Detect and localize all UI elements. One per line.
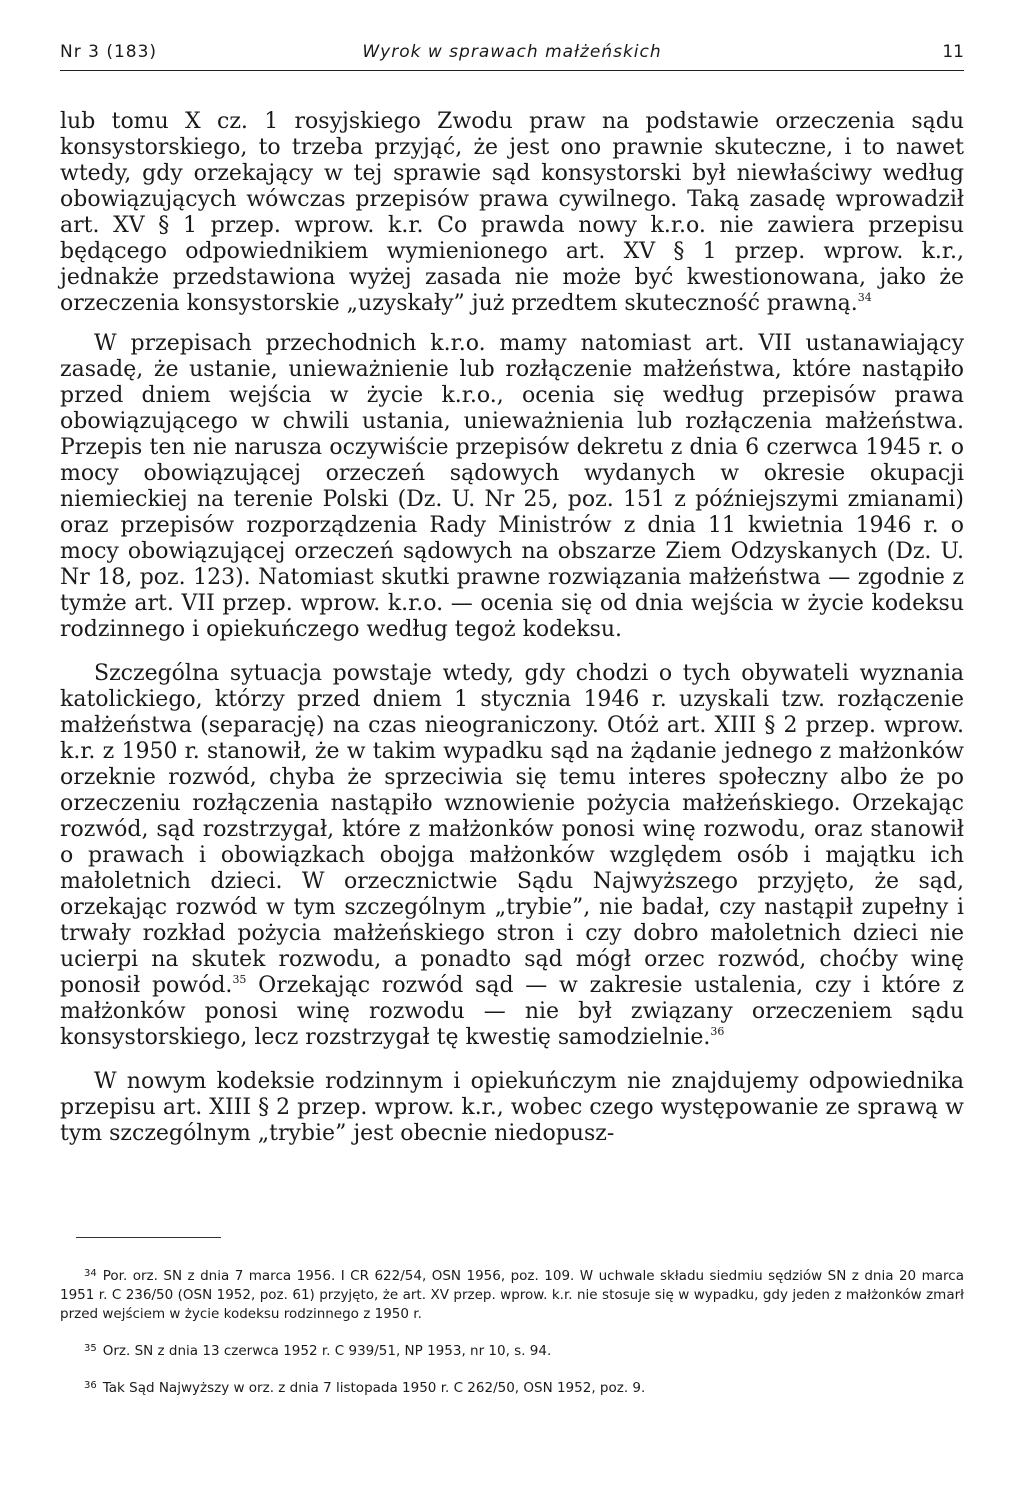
paragraph-3-text-a: Szczególna sytuacja powstaje wtedy, gdy chodzi o tych obywateli wyznania katolickiego, którzy przed dniem 1 stycznia 1946 r. uzyskali tzw. rozłączenie małżeństwa (separację) na czas nieograniczony. Otóż art. XIII § 2 przep. wprow. k.r. z 1950 r. stanowił, że w takim wypadku sąd na żądanie jednego z małżonków orzeknie rozwód, chyba że sprzeciwia się temu interes społeczny albo że po orzeczeniu rozłączenia nastąpiło wznowienie pożycia małżeńskiego. Orzekając rozwód, sąd rozstrzygał, które z małżonków ponosi winę rozwodu, oraz stanowił o prawach i obowiązkach obojga małżonków względem osób i majątku ich małoletnich dzieci. W orzecznictwie Sądu Najwyższego przyjęto, że sąd, orzekając rozwód w tym szczególnym „trybie”, nie badał, czy nastąpił zupełny i trwały rozkład pożycia małżeńskiego stron i czy dobro małoletnich dzieci nie ucierpi na skutek rozwodu, a ponadto sąd mógł orzec rozwód, choćby winę ponosił powód.: [60, 661, 964, 998]
footnote-34: [60, 1264, 964, 1324]
footnote-ref-36[interactable]: 36: [710, 1025, 725, 1038]
footnote-text: Tak Sąd Najwyższy w orz. z dnia 7 listopada 1950 r. C 262/50, OSN 1952, poz. 9.: [102, 1380, 646, 1396]
footnote-number: 34: [84, 1268, 97, 1279]
paragraph-3-text-b: Orzekając rozwód sąd — w zakresie ustalenia, czy i które z małżonków ponosi winę rozwodu — nie był związany orzeczeniem sądu konsystorskiego, lecz rozstrzygał tę kwestię samodzielnie.: [60, 973, 964, 1050]
main-text: [60, 109, 964, 1147]
footnote-36: [60, 1376, 964, 1398]
paragraph-2: W przepisach przechodnich k.r.o. mamy natomiast art. VII ustanawiający zasadę, że ustanie, unieważnienie lub rozłączenie małżeństwa, które nastąpiło przed dniem wejścia w życie k.r.o., ocenia się według przepisów prawa obowiązującego w chwili ustania, unieważnienia lub rozłączenia małżeństwa. Przepis ten nie narusza oczywiście przepisów dekretu z dnia 6 czerwca 1945 r. o mocy obowiązującej orzeczeń sądowych wydanych w okresie okupacji niemieckiej na terenie Polski (Dz. U. Nr 25, poz. 151 z późniejszymi zmianami) oraz przepisów rozporządzenia Rady Ministrów z dnia 11 kwietnia 1946 r. o mocy obowiązującej orzeczeń sądowych na obszarze Ziem Odzyskanych (Dz. U. Nr 18, poz. 123). Natomiast skutki prawne rozwiązania małżeństwa — zgodnie z tymże art. VII przep. wprow. k.r.o. — ocenia się od dnia wejścia w życie kodeksu rodzinnego i opiekuńczego według tegoż kodeksu.: [60, 331, 964, 642]
footnote-number: 36: [84, 1380, 97, 1391]
footnote-ref-35[interactable]: 35: [232, 973, 247, 986]
footnotes: [60, 1264, 964, 1398]
footnote-number: 35: [84, 1343, 97, 1354]
running-title: Wyrok w sprawach małżeńskich: [362, 42, 662, 62]
issue-number: Nr 3 (183): [60, 42, 158, 62]
footnote-text: Orz. SN z dnia 13 czerwca 1952 r. C 939/51, NP 1953, nr 10, s. 94.: [102, 1343, 552, 1359]
paragraph-3: [60, 661, 964, 1051]
footnote-text: Por. orz. SN z dnia 7 marca 1956. I CR 622/54, OSN 1956, poz. 109. W uchwale składu siedmiu sędziów SN z dnia 20 marca 1951 r. C 236/50 (OSN 1952, poz. 61) przyjęto, że art. XV przep. wprow. k.r. nie stosuje się w wypadku, gdy jeden z małżonków zmarł przed wejściem w życie kodeksu rodzinnego z 1950 r.: [60, 1268, 964, 1322]
paragraph-1: [60, 109, 964, 317]
footnote-35: [60, 1339, 964, 1361]
paragraph-4: W nowym kodeksie rodzinnym i opiekuńczym nie znajdujemy odpowiednika przepisu art. XIII § 2 przep. wprow. k.r., wobec czego występowanie ze sprawą w tym szczególnym „trybie” jest obecnie niedopusz-: [60, 1069, 964, 1146]
footnote-ref-34[interactable]: 34: [857, 291, 872, 304]
page-number: 11: [942, 42, 964, 62]
footnote-separator: [76, 1237, 221, 1238]
paragraph-1-text: lub tomu X cz. 1 rosyjskiego Zwodu praw na podstawie orzeczenia sądu konsystorskiego, to trzeba przyjąć, że jest ono prawnie skuteczne, i to nawet wtedy, gdy orzekający w tej sprawie sąd konsystorski był niewłaściwy według obowiązujących wówczas przepisów prawa cywilnego. Taką zasadę wprowadził art. XV § 1 przep. wprow. k.r. Co prawda nowy k.r.o. nie zawiera przepisu będącego odpowiednikiem wymienionego art. XV § 1 przep. wprow. k.r., jednakże przedstawiona wyżej zasada nie może być kwestionowana, jako że orzeczenia konsystorskie „uzyskały” już przedtem skuteczność prawną.: [60, 109, 964, 316]
running-header: [60, 36, 964, 71]
